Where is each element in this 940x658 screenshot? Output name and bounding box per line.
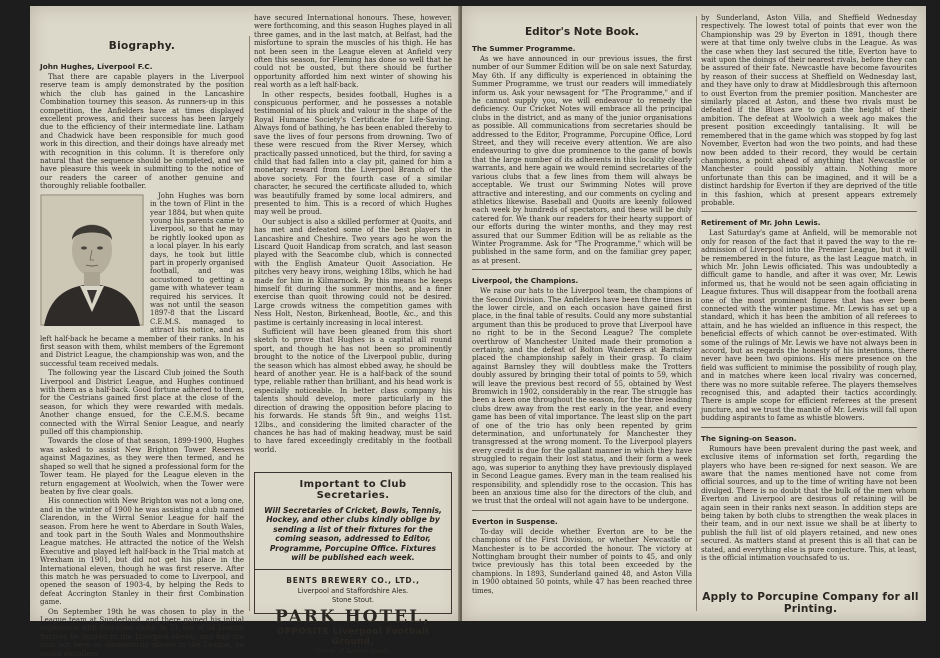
section-para: Last Saturday's game at Anfield, will be memorable not only for reason of the fact that it paved the way to the re-admission of Liverpool into the Premier League, but it will be remembered in the future, as the last League match, in which Mr. John Lewis officiated. This was undoubtedly a difficult game to handle, and after it was over, Mr. Lewis informed us, that he would not be seen again officiating in League fixtures. Thus will disappear from the football arena one of the most prominent figures that has ever been connected with the winter pastime. Mr. Lewis has set up a standard, which it has been the ambition of all referees to attain, and he has wielded an influence in this respect, the beneficial effects of which cannot be over-estimated. With some of the rulings of Mr. Lewis we have not always been in accord, but as regards the honesty of his intentions, there never have been two opinions. His mere presence on the field was sufficient to minimise the possibility of rough play, and in matches where keen local rivalry was concerned, there was no more suitable referee. The players themselves recognised this, and adapted their tactics accordingly. There is ample scope for efficient referees at the present juncture, and we trust the mantle of Mr. Lewis will fall upon budding aspirants to fame as whistle blowers. [701, 229, 917, 423]
advertisement-box [254, 472, 452, 656]
club-secretaries-heading: Important to Club Secretaries. [299, 479, 407, 501]
section-divider [472, 269, 692, 270]
column-divider [249, 36, 250, 611]
park-hotel-ad [263, 576, 443, 655]
portrait-image [40, 194, 144, 326]
brewery-name: BENTS BREWERY CO., LTD., [286, 576, 420, 586]
section-heading: Retirement of Mr. John Lewis. [701, 218, 821, 228]
bio-para: have secured International honours. These, however, were forthcoming, and this season Hughes played in all three games, and in the last match, at Belfast, had the misfortune to sprain the muscles of his thigh. He has not been seen in the League eleven at Anfield very often this season, for Fleming has done so well that he could not be ousted, but there should be further opportunity afforded him next winter of showing his real worth as a left half-back. [254, 14, 452, 90]
section-divider [472, 510, 692, 511]
right-page [462, 6, 926, 621]
section-heading: Everton in Suspense. [472, 516, 558, 526]
biography-column-2 [254, 14, 452, 454]
biography-title: Biography. [108, 40, 176, 52]
notebook-column-2 [701, 14, 917, 587]
portrait-photo [40, 194, 144, 326]
brewery-ales: Liverpool and Staffordshire Ales. [297, 587, 409, 596]
column-divider [696, 16, 697, 611]
left-page [30, 6, 460, 658]
section-heading: The Summer Programme. [472, 44, 576, 53]
section-para: Rumours have been prevalent during the past week, and exclusive items of information set forth, regarding the players who have been re-signed for next season. We are aware that the names mentioned have not come from official sources, and up to the time of writing have not been divulged. There is no doubt that the bulk of the men whom Everton and Liverpool are desirous of retaining will be again seen in their ranks next season. In addition steps are being taken by both clubs to strengthen the weak places in their team, and in our next issue we shall be at liberty to publish the full list of old players retained, and new ones secured. As matters stand at present this is all that can be stated, and everything else is pure conjecture. This, at least, is the official intimation vouchsafed to us. [701, 444, 917, 562]
printing-advert: Apply to Porcupine Company for all Printing. [702, 591, 919, 615]
section-para: As we have announced in our previous issues, the first number of our Summer Edition will be on sale next Saturday, May 6th. If any difficulty is experienced in obtaining the Summer Programme, we trust our readers will immediately inform us. Ask your newsagent for "The Programme," and if he cannot supply you, we will endeavour to remedy the deficiency. Our Cricket Notes will embrace all the principal clubs in the district, and as many of the junior organisations as possible. All communications from secretaries should be addressed to the Editor, Programme, Porcupine Office, Lord Street, and they will receive every attention. We are also endeavouring to give due prominence to the game of bowls that the large number of its adherents in this locality clearly warrants, and here again we would remind secretaries of the various clubs that a few lines from them will always be acceptable. We trust our Swimming Notes will prove attractive and interesting, and our comments on cycling and athletics likewise. Baseball and Quoits are keenly followed each week by hundreds of spectators, and these will be duly catered for. We thank our readers for their hearty support of our efforts during the winter months, and they may rest assured that our Summer Edition will be as reliable as the Winter Programme. Ask for "The Programme," which will be published in the same form, and on the familiar grey paper, as at present. [472, 55, 692, 265]
bio-para: Sufficient will have been gleaned from this short sketch to prove that Hughes is a capital all round sport, and though he has not been so prominently brought to the notice of the Liverpool public, during the season which has almost ebbed away, he should be heard of another year. He is a half-back of the sound type, reliable rather than brilliant, and his head work is especially noticeable. In better class company his talents should develop, more particularly in the direction of drawing the opposition before placing to his forwards. He stands 5ft 9in., and weighs 11st. 12lbs., and considering the limited character of the chances he has had of making headway, must be said to have fared exceedingly creditably in the football world. [254, 328, 452, 454]
bio-para: His connection with New Brighton was not a long one, and in the winter of 1900 he was assisting a club named Clarendon, in the Wirral Senior League for half the season. From here he went to Aberdare in South Wales, and took part in the South Wales and Monmouthshire League matches. He attracted the notice of the Welsh Executive and played left half-back in the Trial match at Wrexham in 1901, but did not get his place in the International eleven, though he was first reserve. After this match he was persuaded to come to Liverpool, and opened the season of 1903-4, by helping the Reds to defeat Accrington Stanley in their first Combination game. [40, 497, 244, 607]
bio-para: Towards the close of that season, 1899-1900, Hughes was asked to assist New Brighton Tower Reserves against Magazines, as they were then termed, and he shaped so well that he signed a professional form for the Tower team. He played for the League eleven in the return engagement at Woolwich, when the Tower were beaten by five clear goals. [40, 437, 244, 496]
bio-para: The following year the Liscard Club joined the South Liverpool and District League, and Hughes continued with them as a half-back. Good fortune adhered to them, for the Cestrians gained first place at the close of the season, for which they were rewarded with medals. Another change ensued, for the C.E.M.S. became connected with the Wirral Senior League, and nearly pulled off this championship. [40, 369, 244, 437]
section-heading: The Signing-on Season. [701, 433, 797, 443]
bio-para: Our subject is also a skilled performer at Quoits, and has met and defeated some of the best players in Lancashire and Cheshire. Two years ago he won the Liscard Quoit Handicap from scratch, and last season played with the Seacombe club, which is connected with the English Amateur Quoit Association. He pitches very heavy irons, weighing 18lbs, which he had made for him in Kilmarnock. By this means he keeps himself fit during the summer months, and a finer exercise than quoit throwing could not be desired. Large crowds witness the competition games with Ness Holt, Neston, Birkenhead, Bootle, &c., and this pastime is certainly increasing in local interest. [254, 217, 452, 327]
biography-column-1 [40, 14, 244, 658]
bio-para: On September 19th he was chosen to play in the League team at Sunderland, and there gained his initial experience with first-class clubs. In 31, out of 34 League fixtures he figured in the Liverpool eleven, and had the club not been so dangerously placed in the League, he would doubtless [40, 607, 244, 658]
section-divider [701, 211, 917, 212]
hotel-name: PARK HOTEL, [275, 607, 431, 628]
ad-divider [255, 569, 451, 570]
section-para: by Sunderland, Aston Villa, and Sheffield Wednesday respectively. The lowest total of points that ever won the Championship was 29 by Everton in 1891, though there were at that time only twelve clubs in the League. As was the case when they last secured the title, Everton have to wait upon the doings of their nearest rivals, before they can be assured of their fate. Newcastle have become favourites by reason of their success at Sheffield on Wednesday last, and they have only to draw at Middlesbrough this afternoon to oust Everton from the premier position. Manchester are similarly placed at Aston, and these two rivals must be defeated if the Blues are to gain the height of their ambition. The defeat at Woolwich a week ago makes the present position exceedingly tantalising. It will be remembered that in the game which was stopped by fog last November, Everton had won the two points, and had these now been added to their record, they would be certain champions, a point ahead of anything that Newcastle or Manchester could possibly attain. Nothing more unfortunate than this can be imagined, and it will be a distinct hardship for Everton if they are deprived of the title in this fashion, which at present appears extremely probable. [701, 14, 917, 207]
hotel-location: OPPOSITE Liverpool Football Ground, [276, 627, 430, 648]
editors-notebook-title: Editor's Note Book. [524, 26, 640, 38]
section-para: To-day will decide whether Everton are to be the champions of the First Division, or whether Newcastle or Manchester is to be accorded the honour. The victory at Nottingham brought their number of points to 45, and only twice previously has this total been exceeded by the champions. In 1893, Sunderland gained 48, and Aston Villa in 1900 obtained 50 points, while 47 has been reached three times, [472, 527, 692, 595]
hotel-corner: Corner of Tawson Street. [316, 648, 390, 656]
brewery-stout: Stone Stout. [331, 596, 375, 605]
bio-para: That there are capable players in the Liverpool reserve team is amply demonstrated by the position which the club has gained in the Lancashire Combination tourney this season. As runners-up in this competition, the Anfielders have at times displayed excellent prowess, and their success has been largely due to the efficiency of their intermediate line. Latham and Chadwick have been responsible for much good work in this direction, and their doings have already met with recognition in this column. It is therefore only natural that the sequence should be completed, and we have pleasure this week in submitting to the notice of our readers the career of another genuine and thoroughly reliable footballer. [40, 73, 244, 191]
section-divider [701, 427, 917, 428]
notebook-column-1 [472, 14, 692, 615]
section-para: We raise our hats to the Liverpool team, the champions of the Second Division. The Anfielders have been three times in the lower circle, and on each occasion have gained first place, in the final table of results. Could any more substantial argument than this be produced to prove that Liverpool have no right to be in the Second League? The complete overthrow of Manchester United made their promotion a certainty, and the defeat of Bolton Wanderers at Barnsley placed the championship safely in their grasp. To claim against Barnsley they will doubtless make the Trotters doubly assured by bringing their total of points to 59, which will leave the previous best record of 55, obtained by West Bromwich in 1902, considerably in the rear. The struggle has been a keen one throughout the season, for the three leading clubs drew away from the rest early in the year, and every game has been of vital importance. The least slip on the part of one of the trio has only been repented by grim determination, and unfortunately for Manchester they transgressed at the wrong moment. To the Liverpool players every credit is due for the gallant manner in which they have struggled to regain their lost status, and their form a week ago, was superior to anything they have previously displayed in Second League games. Every man in the team realised his responsibility, and splendidly rose to the occasion. This has been an anxious time also for the directors of the club, and we trust that the ordeal will not again have to be undergone. [472, 287, 692, 506]
bio-para: John Hughes was born in the town of Flint in the year 1884, but when quite young his parents came to Liverpool, so that he may be rightly looked upon as a local player. In his early days, he took but little part in properly organised football, and was accustomed to getting a game with whatever team required his services. It was not until the season 1897-8 that the Liscard C.E.M.S. managed to attract his notice, and as left half-back he became a member of their ranks. In his first season with them, whilst members of the Egremont and District League, the championship was won, and the successful team received medals. [40, 191, 244, 368]
bio-para: In other respects, besides football, Hughes is a conspicuous performer, and he possesses a notable testimonial of his pluck and valour in the shape of the Royal Humane Society's Certificate for Life-Saving. Always fond of bathing, he has been enabled thereby to save the lives of four persons from drowning. Two of these were rescued from the River Mersey, which practically passed unnoticed, but the third, for saving a child that had fallen into a clay pit, gained for him a monetary reward from the Liverpool Branch of the above society. For the fourth case of a similar character, he secured the certificate alluded to, which was beautifully framed by some local admirers, and presented to him. This is a record of which Hughes may well be proud. [254, 90, 452, 217]
biography-subtitle: John Hughes, Liverpool F.C. [40, 62, 153, 71]
club-secretaries-notice: Will Secretaries of Cricket, Bowls, Tennis, Hockey, and other clubs kindly oblige by sending a list of their fixtures for the coming season, addressed to Editor, Programme, Porcupine Office. Fixtures will be published each week. [264, 506, 442, 563]
section-heading: Liverpool, the Champions. [472, 276, 579, 286]
